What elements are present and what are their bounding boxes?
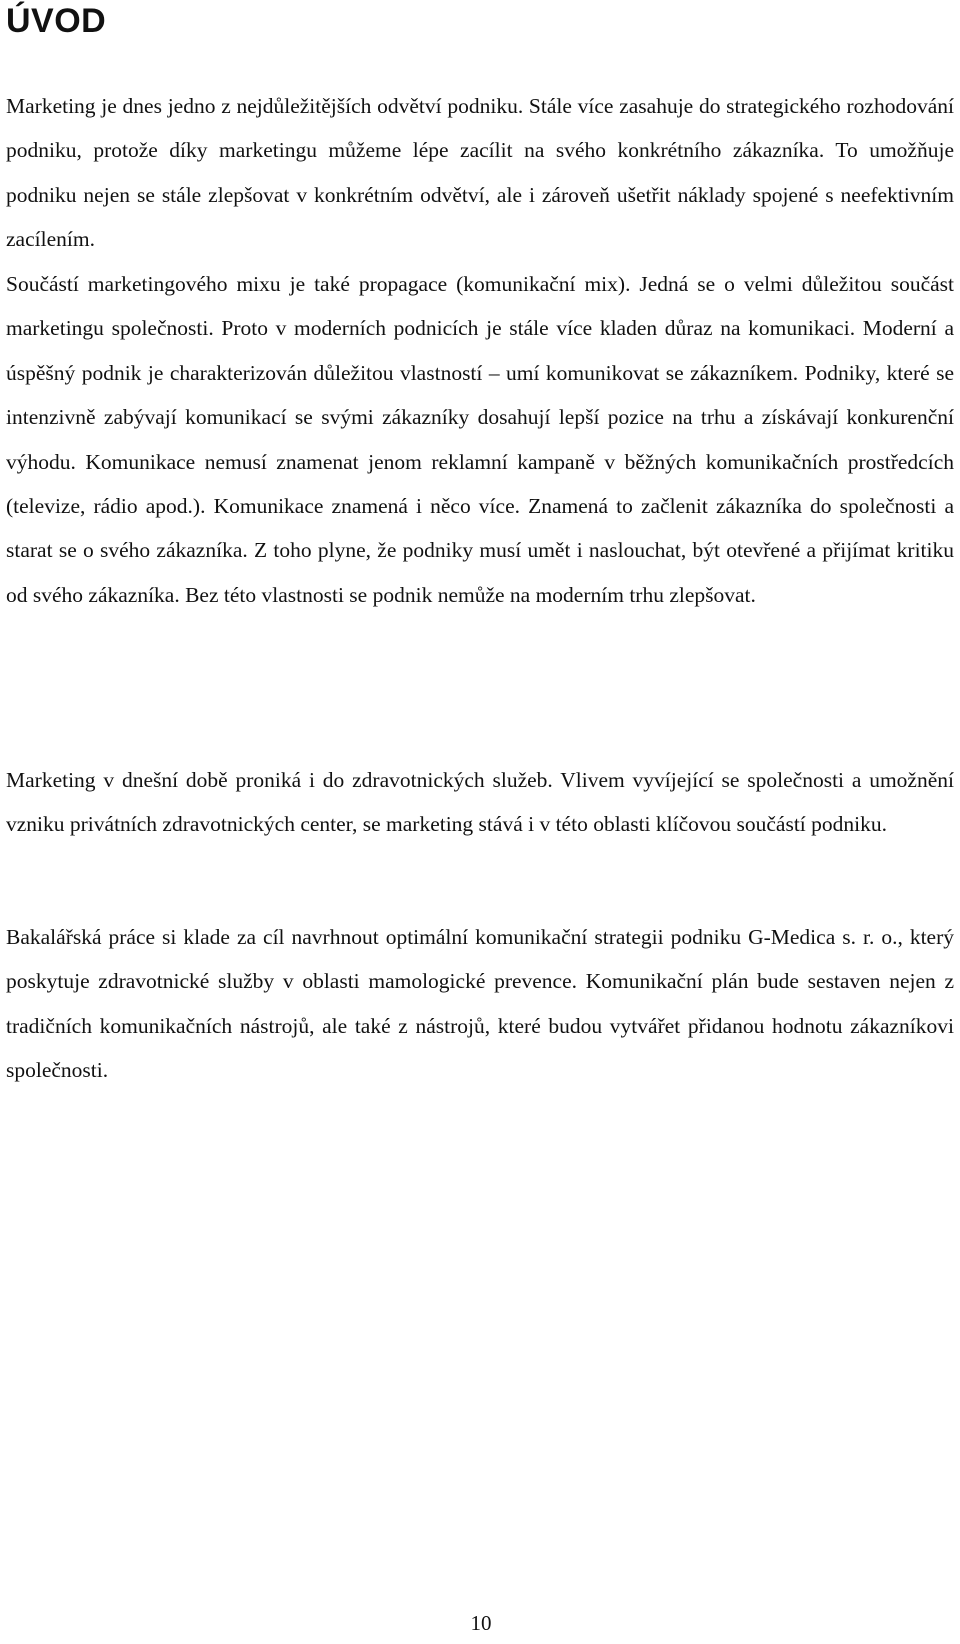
chapter-heading: ÚVOD xyxy=(6,2,107,40)
paragraph-communication: Součástí marketingového mixu je také propagace (komunikační mix). Jedná se o velmi důležitou součást marketingu společnosti. Proto v moderních podnicích je stále více kladen důraz na komunikaci. Moderní a úspěšný podnik je charakterizován důležitou vlastností – umí komunikovat se zákazníkem. Podniky, které se intenzivně zabývají komunikací se svými zákazníky dosahují lepší pozice na trhu a získávají konkurenční výhodu. Komunikace nemusí znamenat jenom reklamní kampaně v běžných komunikačních prostředcích (televize, rádio apod.). Komunikace znamená i něco více. Znamená to začlenit zákazníka do společnosti a starat se o svého zákazníka. Z toho plyne, že podniky musí umět i naslouchat, být otevřené a přijímat kritiku od svého zákazníka. Bez této vlastnosti se podnik nemůže na moderním trhu zlepšovat. xyxy=(6,272,954,607)
paragraph-healthcare: Marketing v dnešní době proniká i do zdravotnických služeb. Vlivem vyvíjející se společnosti a umožnění vzniku privátních zdravotnických center, se marketing stává i v této oblasti klíčovou součástí podniku. xyxy=(6,768,954,837)
paragraph-intro: Marketing je dnes jedno z nejdůležitějších odvětví podniku. Stále více zasahuje do strategického rozhodování podniku, protože díky marketingu můžeme lépe zacílit na svého konkrétního zákazníka. To umožňuje podniku nejen se stále zlepšovat v konkrétním odvětví, ale i zároveň ušetřit náklady spojené s neefektivním zacílením. xyxy=(6,94,954,252)
document-page xyxy=(6,0,956,1644)
paragraph-thesis-goal: Bakalářská práce si klade za cíl navrhnout optimální komunikační strategii podniku G-Medica s. r. o., který poskytuje zdravotnické služby v oblasti mamologické prevence. Komunikační plán bude sestaven nejen z tradičních komunikačních nástrojů, ale také z nástrojů, které budou vytvářet přidanou hodnotu zákazníkovi společnosti. xyxy=(6,925,954,1083)
page-number: 10 xyxy=(470,1611,492,1635)
